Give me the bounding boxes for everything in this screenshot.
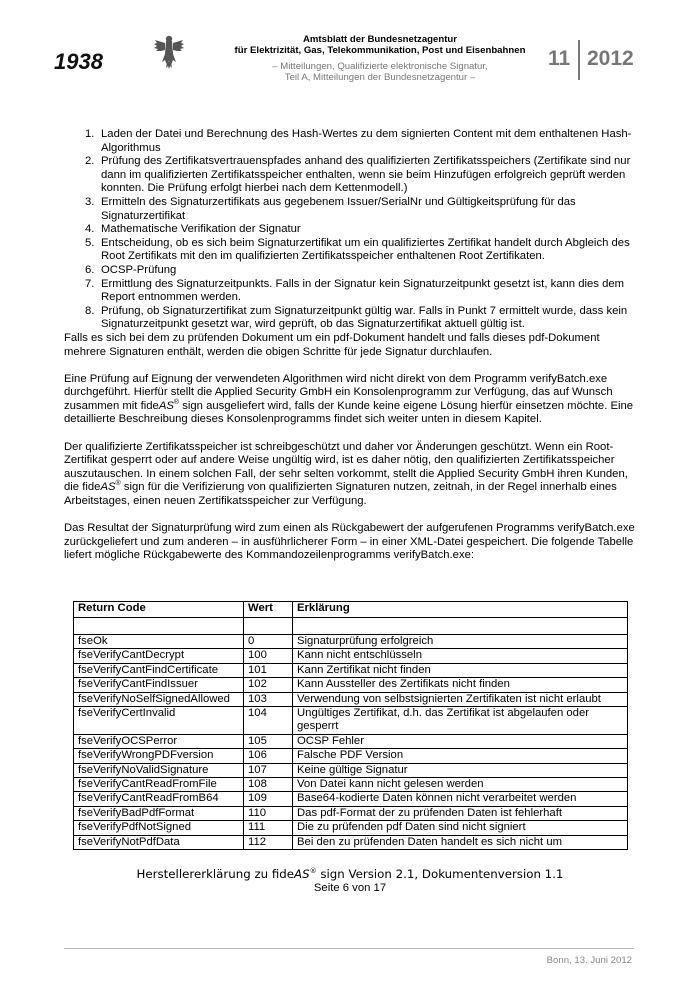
issue-number: 11: [548, 47, 571, 70]
table-row-empty: [74, 618, 628, 635]
page-header: [0, 0, 700, 90]
table-row: fseVerifyCantFindCertificate 101 Kann Zertifikat nicht finden: [74, 663, 628, 677]
table-row: fseVerifyNoValidSignature 107 Keine gültige Signatur: [74, 763, 628, 777]
return-code-table: [73, 601, 628, 850]
paragraph-certificate-store: Der qualifizierte Zertifikatsspeicher ist schreibgeschützt und daher vor Änderungen geschützt. Wenn ein Root-Zertifikat gesperrt oder auf andere Weise ungültig wird, ist es daher nötig, den qualifizierten Zertifikatsspeicher auszutauschen. In einem solchen Fall, der sehr selten vorkommt, stellt die Applied Security GmbH ihren Kunden, die fideAS® sign für die Verifizierung von qualifizierten Signaturen nutzen, zeitnah, in der Regel innerhalb eines Arbeitstages, einen neuen Zertifikatsspeicher zur Verfügung.: [64, 440, 628, 508]
list-item: 5. Entscheidung, ob es sich beim Signaturzertifikat um ein qualifiziertes Zertifikat handelt durch Abgleich des Root Zertifikats mit den im qualifizierten Zertifikatsspeicher enthaltenen Root Zertifikaten.: [85, 236, 630, 263]
column-header: Erklärung: [293, 602, 628, 618]
table-row: fseVerifyPdfNotSigned 111 Die zu prüfenden pdf Daten sind nicht signiert: [74, 821, 628, 835]
table-row: fseVerifyCantFindIssuer 102 Kann Aussteller des Zertifikats nicht finden: [74, 678, 628, 692]
list-item: 3. Ermitteln des Signaturzertifikats aus gegebenem Issuer/SerialNr und Gültigkeitsprüfung für das Signaturzertifikat: [85, 195, 576, 222]
column-header: Wert: [244, 602, 293, 618]
section-line-1: – Mitteilungen, Qualifizierte elektronische Signatur,: [272, 61, 488, 72]
section-line-2: Teil A, Mitteilungen der Bundesnetzagentur –: [284, 72, 476, 83]
table-row: fseVerifyCertInvalid 104 Ungültiges Zertifikat, d.h. das Zertifikat ist abgelaufen oder gesperrt: [74, 707, 628, 735]
list-item: 6. OCSP-Prüfung: [85, 263, 177, 276]
paragraph-pdf-signatures: Falls es sich bei dem zu prüfenden Dokument um ein pdf-Dokument handelt und falls dieses pdf-Dokument mehrere Signaturen enthält, werden die obigen Schritte für jede Signatur durchlaufen.: [64, 331, 600, 358]
table-row: fseVerifyWrongPDFversion 106 Falsche PDF Version: [74, 749, 628, 763]
list-item: 2. Prüfung des Zertifikatsvertrauenspfades anhand des qualifizierten Zertifikatsspeichers (Zertifikate sind nur dann im qualifizierten Zertifikatsspeicher enthalten, wenn sie beim Hinzufügen erfolgreich geprüft werden konnten. Die Prüfung erfolgt hierbei nach dem Kettenmodell.): [85, 155, 631, 195]
paragraph-return-values: Das Resultat der Signaturprüfung wird zum einen als Rückgabewert der aufgerufenen Programms verifyBatch.exe zurückgeliefert und zum anderen – in ausführlicherer Form – in einer XML-Datei gespeichert. Die folgende Tabelle liefert mögliche Rückgabewerte des Kommandozeilenprogramms verifyBatch.exe:: [64, 522, 635, 562]
column-header: Return Code: [74, 602, 244, 618]
body-content: [64, 128, 636, 563]
table-row: fseVerifyNotPdfData 112 Bei den zu prüfenden Daten handelt es sich nicht um: [74, 835, 628, 849]
issue-divider: [578, 40, 580, 80]
table-row: fseOk 0 Signaturprüfung erfolgreich: [74, 635, 628, 649]
document-page-indicator: Seite 6 von 17: [313, 882, 387, 894]
page-number: 1938: [54, 49, 103, 74]
table-row: fseVerifyBadPdfFormat 110 Das pdf-Format der zu prüfenden Daten ist fehlerhaft: [74, 806, 628, 820]
verification-steps: [64, 128, 636, 332]
list-item: 1. Laden der Datei und Berechnung des Hash-Wertes zu dem signierten Content mit dem enthaltenen Hash-Algorithmus: [85, 128, 632, 154]
publication-date: Bonn, 13. Juni 2012: [546, 955, 632, 966]
table-row: fseVerifyCantDecrypt 100 Kann nicht entschlüsseln: [74, 649, 628, 663]
issue-year: 2012: [587, 47, 634, 70]
list-item: 8. Prüfung, ob Signaturzertifikat zum Signaturzeitpunkt gültig war. Falls in Punkt 7 ermittelt wurde, dass kein Signaturzeitpunkt gesetzt war, wird geprüft, ob das Signaturzertifikat aktuell gültig ist.: [85, 304, 628, 331]
document-footer-title: Herstellererklärung zu fideAS® sign Version 2.1, Dokumentenversion 1.1: [136, 867, 564, 881]
table-header-row: [74, 602, 628, 618]
gazette-subtitle: für Elektrizität, Gas, Telekommunikation, Post und Eisenbahnen: [234, 45, 526, 56]
list-item: 7. Ermittlung des Signaturzeitpunkts. Falls in der Signatur kein Signaturzeitpunkt gesetzt ist, kann dies dem Report entnommen werden.: [85, 277, 625, 304]
footer-divider: [64, 948, 634, 949]
table-row: fseVerifyNoSelfSignedAllowed 103 Verwendung von selbstsignierten Zertifikaten ist nicht erlaubt: [74, 692, 628, 706]
table-row: fseVerifyCantReadFromB64 109 Base64-kodierte Daten können nicht verarbeitet werden: [74, 792, 628, 806]
gazette-title: Amtsblatt der Bundesnetzagentur: [302, 34, 458, 45]
table-row: fseVerifyCantReadFromFile 108 Von Datei kann nicht gelesen werden: [74, 778, 628, 792]
paragraph-algorithm-check: Eine Prüfung auf Eignung der verwendeten Algorithmen wird nicht direkt von dem Programm verifyBatch.exe durchgeführt. Hierfür stellt die Applied Security GmbH ein Konsolenprogramm zur Verfügung, das auf Wunsch zusammen mit fideAS® sign ausgeliefert wird, falls der Kunde keine eigene Lösung hierfür einsetzen möchte. Eine detaillierte Beschreibung dieses Konsolenprogramms findet sich weiter unten in diesem Kapitel.: [64, 372, 634, 426]
table-row: fseVerifyOCSPerror 105 OCSP Fehler: [74, 734, 628, 748]
list-item: 4. Mathematische Verifikation der Signatur: [85, 223, 301, 236]
